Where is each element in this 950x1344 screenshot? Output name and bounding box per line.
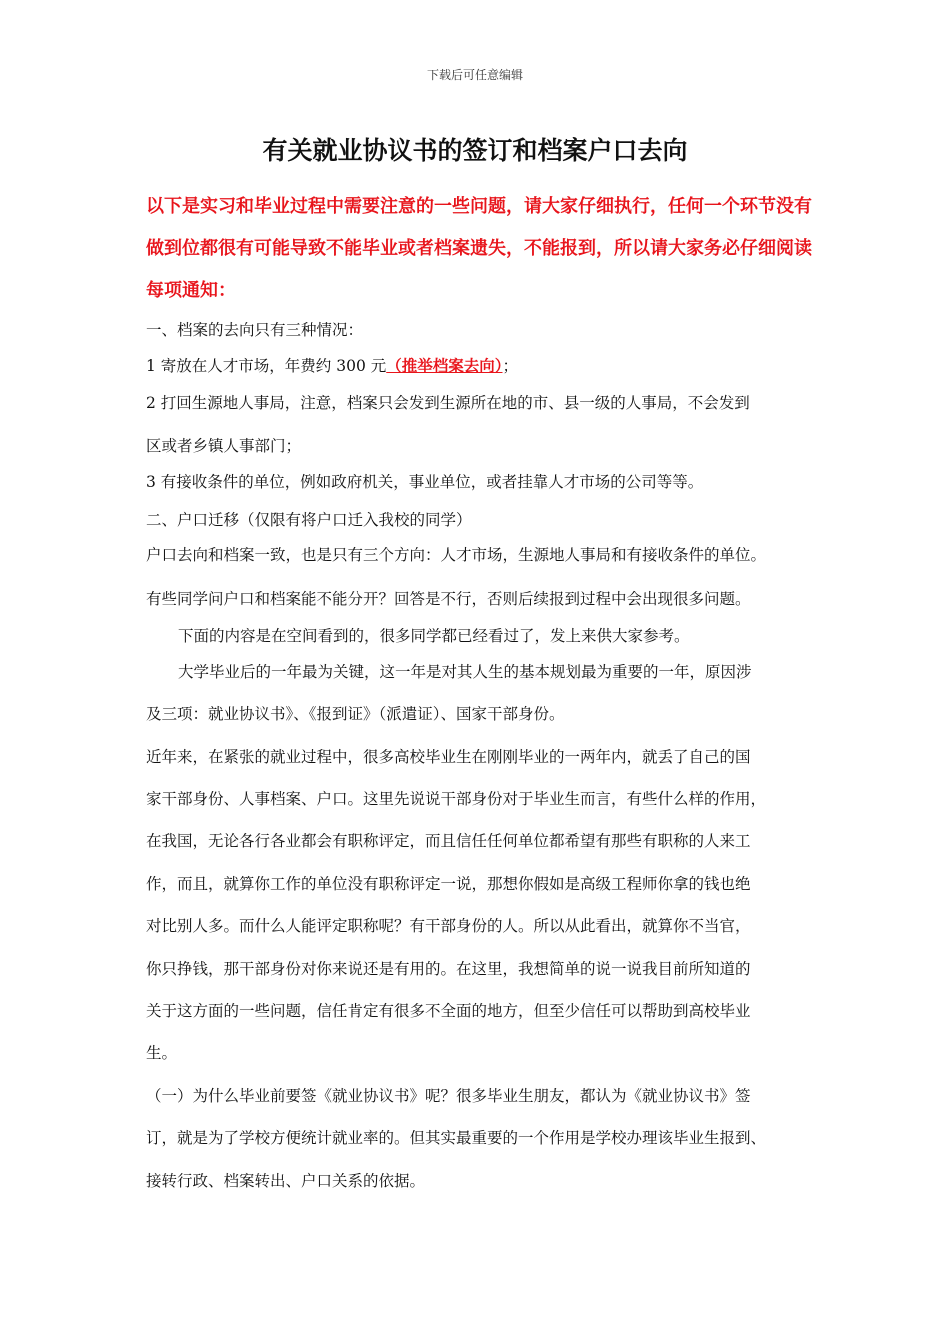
section2-paragraph-2: 有些同学问户口和档案能不能分开？回答是不行，否则后续报到过程中会出现很多问题。 <box>146 590 751 608</box>
paragraph-line: 近年来，在紧张的就业过程中，很多高校毕业生在刚刚毕业的一两年内，就丢了自己的国 <box>146 748 751 766</box>
paragraph-line: 在我国，无论各行各业都会有职称评定，而且信任任何单位都希望有那些有职称的人来工 <box>146 832 751 850</box>
section1-item3: 3 有接收条件的单位，例如政府机关，事业单位，或者挂靠人才市场的公司等等。 <box>146 473 704 491</box>
document-title: 有关就业协议书的签订和档案户口去向 <box>262 136 688 165</box>
paragraph-line: 作，而且，就算你工作的单位没有职称评定一说，那想你假如是高级工程师你拿的钱也绝 <box>146 875 751 893</box>
section2-paragraph-4-line1: 大学毕业后的一年最为关键，这一年是对其人生的基本规划最为重要的一年，原因涉 <box>178 663 752 681</box>
paragraph-line: 家干部身份、人事档案、户口。这里先说说干部身份对于毕业生而言，有些什么样的作用， <box>146 790 767 808</box>
paragraph-line: 订，就是为了学校方便统计就业率的。但其实最重要的一个作用是学校办理该毕业生报到、 <box>146 1129 767 1147</box>
item1-end: ； <box>502 357 519 375</box>
section1-item1 <box>146 354 518 376</box>
section1-item2-line2: 区或者乡镇人事部门； <box>146 437 302 455</box>
paragraph-line: 你只挣钱，那干部身份对你来说还是有用的。在这里，我想简单的说一说我目前所知道的 <box>146 960 751 978</box>
paragraph-line: （一）为什么毕业前要签《就业协议书》呢？很多毕业生朋友，都认为《就业协议书》签 <box>146 1087 751 1105</box>
section1-item2-line1: 2 打回生源地人事局，注意，档案只会发到生源所在地的市、县一级的人事局，不会发到 <box>146 394 750 412</box>
important-notice: 以下是实习和毕业过程中需要注意的一些问题，请大家仔细执行，任何一个环节没有做到位都很有可能导致不能毕业或者档案遗失，不能报到，所以请大家务必仔细阅读每项通知： <box>146 196 812 301</box>
paragraph-line: 生。 <box>146 1044 178 1062</box>
section2-paragraph-4-line2: 及三项：就业协议书》、《报到证》（派遣证）、国家干部身份。 <box>146 705 565 723</box>
section1-heading: 一、档案的去向只有三种情况： <box>146 321 364 339</box>
page-header: 下载后可任意编辑 <box>426 68 523 82</box>
recommended-archive-link[interactable]: （推举档案去向） <box>386 357 503 375</box>
paragraph-line: 接转行政、档案转出、户口关系的依据。 <box>146 1172 426 1190</box>
section2-paragraph-3: 下面的内容是在空间看到的，很多同学都已经看过了，发上来供大家参考。 <box>178 627 690 645</box>
item1-text: 1 寄放在人才市场，年费约 300 元 <box>146 357 387 375</box>
section2-heading: 二、户口迁移（仅限有将户口迁入我校的同学） <box>146 511 472 529</box>
section2-paragraph-1: 户口去向和档案一致，也是只有三个方向：人才市场，生源地人事局和有接收条件的单位。 <box>146 546 767 564</box>
paragraph-line: 关于这方面的一些问题，信任肯定有很多不全面的地方，但至少信任可以帮助到高校毕业 <box>146 1002 751 1020</box>
paragraph-line: 对比别人多。而什么人能评定职称呢？有干部身份的人。所以从此看出，就算你不当官， <box>146 917 751 935</box>
